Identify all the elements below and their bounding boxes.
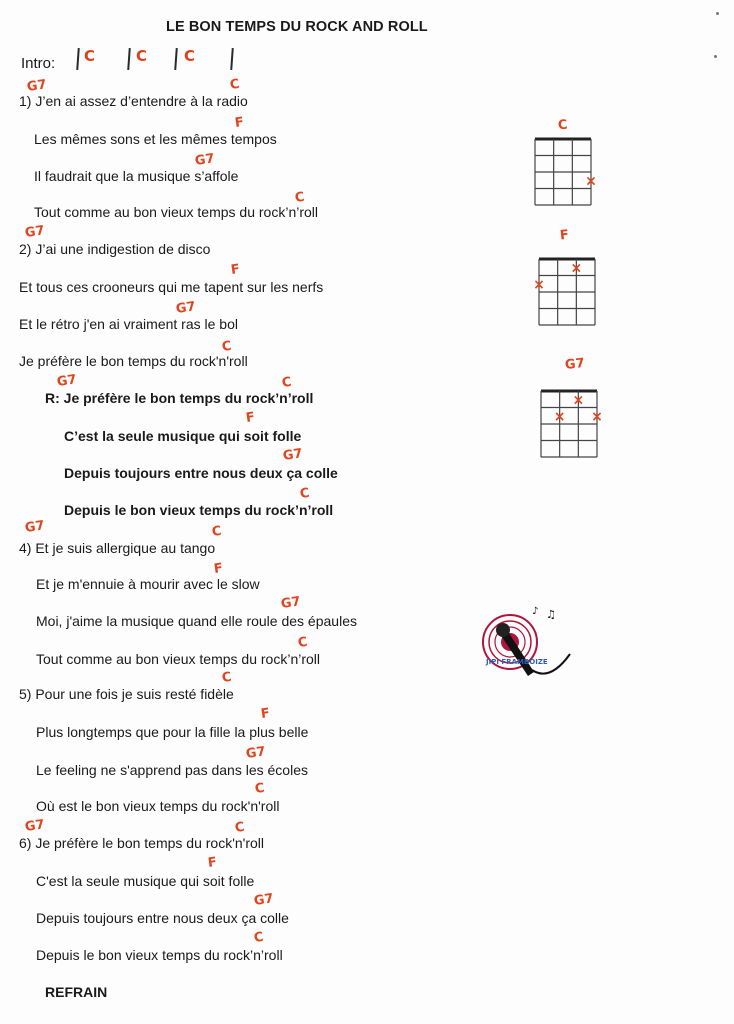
scan-mark	[714, 55, 717, 58]
chord-annotation: C	[228, 76, 241, 93]
chord-annotation: G7	[55, 372, 78, 390]
chord-annotation: G7	[25, 77, 48, 95]
lyric-line: 1) J’en ai assez d’entendre à la radio	[19, 93, 248, 109]
page-title: LE BON TEMPS DU ROCK AND ROLL	[166, 19, 428, 35]
chord-annotation: C	[210, 523, 223, 540]
chord-annotation: G7	[252, 891, 275, 909]
chord-annotation: C	[233, 819, 246, 836]
chord-annotation: G7	[244, 744, 267, 762]
chord-annotation: F	[206, 854, 218, 871]
lyric-line: 6) Je préfère le bon temps du rock'n'roll	[19, 835, 265, 851]
chord-annotation: F	[229, 261, 241, 278]
intro-label: Intro:	[21, 55, 56, 72]
chorus-line: C’est la seule musique qui soit folle	[64, 428, 302, 444]
bar-line	[76, 48, 80, 70]
chorus-line: R: Je préfère le bon temps du rock’n’roll	[45, 390, 314, 406]
lyric-line: 4) Et je suis allergique au tango	[19, 540, 216, 556]
intro-chord-1: C	[84, 47, 96, 65]
diagram-label-c: C	[557, 117, 569, 134]
chord-annotation: F	[259, 705, 271, 722]
lyric-line: Et je m'ennuie à mourir avec le slow	[36, 576, 260, 592]
lyric-line: Où est le bon vieux temps du rock'n'roll	[36, 798, 280, 814]
logo-text: JIPI FRAMBOIZE	[486, 658, 548, 666]
lyric-line: Depuis toujours entre nous deux ça colle	[36, 910, 289, 926]
lyric-line: 2) J’ai une indigestion de disco	[19, 241, 211, 257]
intro-chord-2: C	[136, 47, 148, 65]
chord-annotation: C	[220, 338, 233, 355]
lyric-line: Il faudrait que la musique s’affole	[34, 168, 239, 184]
chord-annotation: C	[296, 634, 309, 651]
chord-annotation: C	[220, 669, 233, 686]
chord-annotation: C	[252, 929, 265, 946]
chord-grid-f	[535, 256, 601, 328]
chord-diagram-c	[531, 136, 597, 213]
chord-annotation: F	[233, 114, 245, 131]
chord-annotation: C	[253, 780, 266, 797]
finger-marker: ×	[585, 173, 597, 190]
chord-annotation: G7	[193, 151, 216, 169]
bar-line	[127, 48, 131, 70]
chord-annotation: G7	[23, 817, 46, 835]
finger-marker: ×	[591, 408, 603, 425]
chord-annotation: G7	[281, 446, 304, 464]
chord-diagram-g7	[537, 388, 603, 465]
bar-line	[174, 48, 178, 70]
microphone-logo-icon	[480, 604, 580, 686]
lyric-line: Plus longtemps que pour la fille la plus belle	[36, 724, 309, 740]
finger-marker: ×	[570, 260, 583, 277]
finger-marker: ×	[553, 408, 566, 425]
lyric-line: Et le rétro j'en ai vraiment ras le bol	[19, 316, 238, 332]
chorus-line: Depuis le bon vieux temps du rock’n’roll	[64, 502, 334, 518]
chord-grid-g7	[537, 388, 603, 460]
svg-text:♪: ♪	[532, 606, 539, 617]
bar-line	[230, 48, 234, 70]
scan-mark	[716, 12, 719, 15]
finger-marker: ×	[533, 276, 545, 293]
lyric-line: Et tous ces crooneurs qui me tapent sur les nerfs	[19, 279, 324, 295]
lyric-line: C'est la seule musique qui soit folle	[36, 873, 255, 889]
diagram-label-g7: G7	[564, 356, 586, 373]
refrain-label: REFRAIN	[45, 984, 108, 1000]
lyric-line: Moi, j'aime la musique quand elle roule des épaules	[36, 613, 357, 629]
chord-annotation: C	[293, 189, 306, 206]
intro-chord-3: C	[184, 47, 196, 65]
chord-annotation: C	[298, 485, 311, 502]
lyric-line: Le feeling ne s'apprend pas dans les écoles	[36, 762, 308, 778]
finger-marker: ×	[572, 392, 585, 409]
chord-grid-c	[531, 136, 597, 208]
svg-text:♫: ♫	[546, 608, 556, 621]
chord-annotation: G7	[23, 223, 46, 241]
chorus-line: Depuis toujours entre nous deux ça colle	[64, 465, 338, 481]
chord-annotation: F	[212, 560, 224, 577]
chord-diagram-f	[535, 256, 601, 333]
chord-annotation: G7	[279, 594, 302, 612]
diagram-label-f: F	[559, 227, 570, 244]
chord-annotation: G7	[23, 518, 46, 536]
lyric-line: Tout comme au bon vieux temps du rock’n’roll	[36, 651, 321, 667]
chord-annotation: C	[280, 374, 293, 391]
lyric-line: Les mêmes sons et les mêmes tempos	[34, 131, 277, 147]
lyric-line: Depuis le bon vieux temps du rock’n’roll	[36, 947, 283, 963]
lyric-line: Je préfère le bon temps du rock'n'roll	[19, 353, 248, 369]
chord-annotation: F	[244, 409, 256, 426]
chord-annotation: G7	[174, 299, 197, 317]
lyric-line: Tout comme au bon vieux temps du rock’n’roll	[34, 204, 319, 220]
lyric-line: 5) Pour une fois je suis resté fidèle	[19, 686, 234, 702]
framboize-logo	[480, 604, 580, 686]
